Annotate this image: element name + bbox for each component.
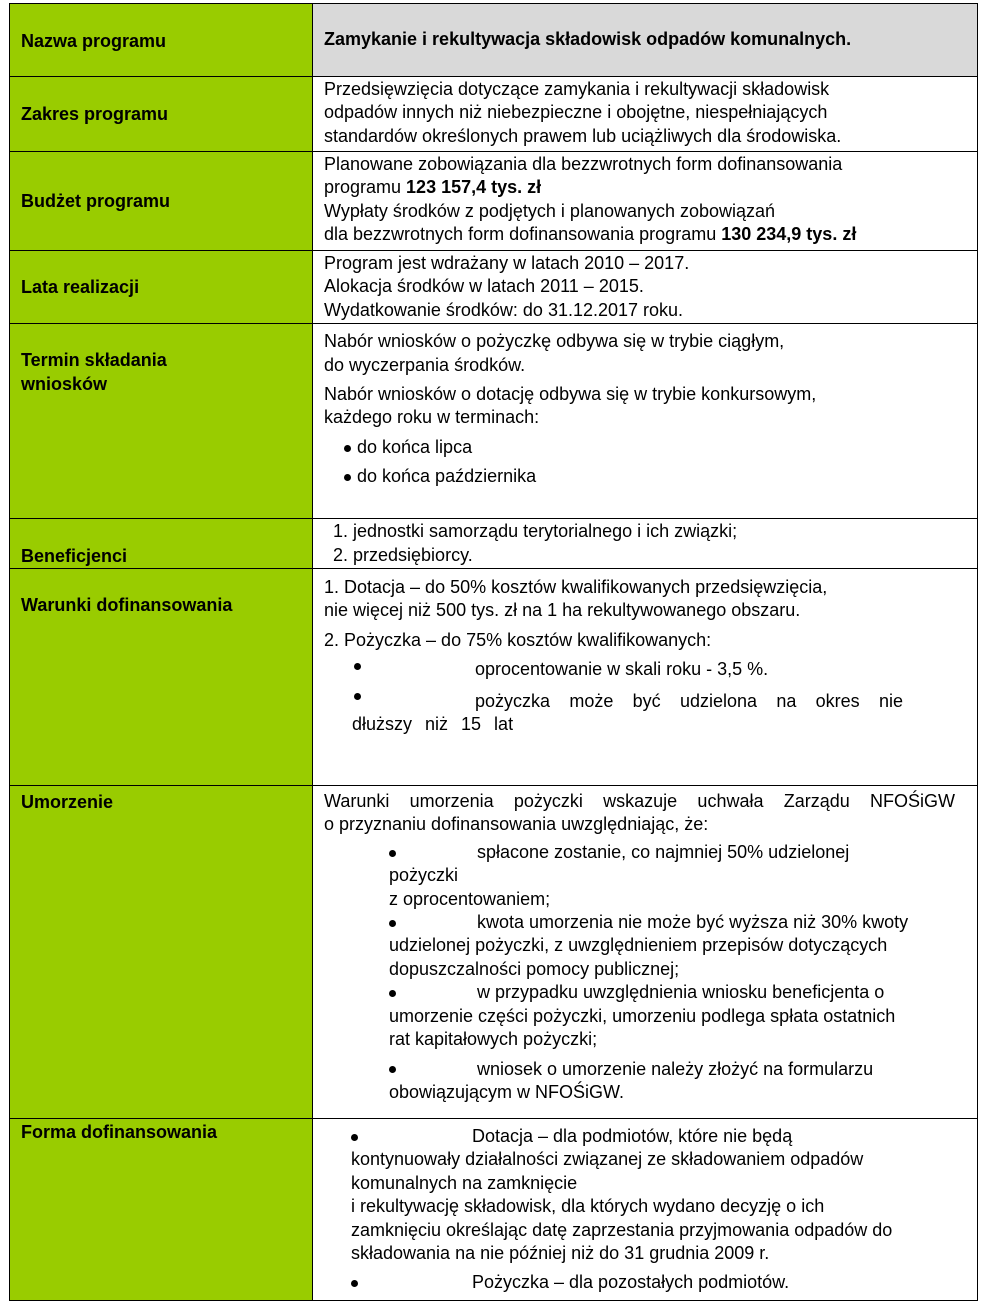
value-form <box>313 1119 978 1301</box>
label-form: Forma dofinansowania <box>10 1119 313 1301</box>
bullet-icon <box>351 1280 358 1287</box>
label-program-name: Nazwa programu <box>10 4 313 77</box>
beneficiary-item: 2. przedsiębiorcy. <box>333 544 473 565</box>
remission-bullet-text: umorzenie części pożyczki, umorzeniu podlega spłata ostatnich <box>389 1005 896 1026</box>
value-remission <box>313 786 978 1119</box>
beneficiary-item: 1. jednostki samorządu terytorialnego i ich związki; <box>333 521 738 542</box>
budget-line <box>324 223 973 246</box>
scope-line: odpadów innych niż niebezpieczne i obojętne, niespełniających <box>324 102 828 123</box>
budget-amount-planned: 123 157,4 tys. zł <box>406 177 542 198</box>
label-years: Lata realizacji <box>10 251 313 324</box>
years-line: Alokacja środków w latach 2011 – 2015. <box>324 276 644 297</box>
remission-bullet-text: obowiązującym w NFOŚiGW. <box>389 1081 625 1102</box>
remission-bullet <box>324 841 973 1104</box>
deadline-bullet-text: do końca października <box>357 466 537 487</box>
budget-line <box>324 176 973 199</box>
form-bullet-text: komunalnych na zamknięcie <box>351 1172 578 1193</box>
conditions-bullet <box>324 690 973 737</box>
remission-bullet-text: kwota umorzenia nie może być wyższa niż 30% kwoty <box>477 912 909 933</box>
remission-bullet-text: udzielonej pożyczki, z uwzględnieniem przepisów dotyczących <box>389 935 888 956</box>
form-bullet-text: kontynuowały działalności związanej ze składowaniem odpadów <box>351 1149 864 1170</box>
conditions-line: 1. Dotacja – do 50% kosztów kwalifikowanych przedsięwzięcia, <box>324 577 828 598</box>
label-deadline <box>10 324 313 519</box>
bullet-icon <box>389 990 396 997</box>
deadline-line: Nabór wniosków o dotację odbywa się w trybie konkursowym, <box>324 384 817 405</box>
value-years <box>313 251 978 324</box>
years-line: Wydatkowanie środków: do 31.12.2017 roku. <box>324 299 684 320</box>
row-program-scope <box>10 77 978 152</box>
remission-bullet-text: wniosek o umorzenie należy złożyć na formularzu <box>477 1058 874 1079</box>
conditions-line: 2. Pożyczka – do 75% kosztów kwalifikowanych: <box>324 629 712 650</box>
conditions-bullet-text: pożyczka może być udzielona na okres nie <box>475 690 903 711</box>
scope-line: Przedsięwzięcia dotyczące zamykania i rekultywacji składowisk <box>324 79 830 99</box>
bullet-icon <box>344 474 351 481</box>
bullet-icon <box>354 693 361 700</box>
label-deadline-line: wniosków <box>21 374 108 395</box>
bullet-icon <box>351 1134 358 1141</box>
label-deadline-line: Termin składania <box>21 350 167 371</box>
conditions-line: nie więcej niż 500 tys. zł na 1 ha rekultywowanego obszaru. <box>324 600 801 621</box>
row-conditions <box>10 569 978 786</box>
remission-bullet-text: w przypadku uwzględnienia wniosku beneficjenta o <box>477 982 885 1003</box>
conditions-bullet-text: dłuższy niż 15 lat <box>352 714 514 735</box>
deadline-line: każdego roku w terminach: <box>324 407 540 428</box>
deadline-line: Nabór wniosków o pożyczkę odbywa się w trybie ciągłym, <box>324 331 785 352</box>
label-program-budget: Budżet programu <box>10 152 313 251</box>
deadline-bullet <box>324 465 973 488</box>
remission-line: o przyznaniu dofinansowania uwzględniając, że: <box>324 814 709 835</box>
remission-bullet-text: z oprocentowaniem; <box>389 888 551 909</box>
budget-line: Wypłaty środków z podjętych i planowanych zobowiązań <box>324 200 776 221</box>
value-program-name: Zamykanie i rekultywacja składowisk odpadów komunalnych. <box>313 4 978 77</box>
form-bullet-text: i rekultywację składowisk, dla których wydano decyzję o ich <box>351 1196 825 1217</box>
label-remission: Umorzenie <box>10 786 313 1119</box>
row-deadline <box>10 324 978 519</box>
row-program-budget <box>10 152 978 251</box>
row-program-name <box>10 4 978 77</box>
bullet-icon <box>389 920 396 927</box>
remission-bullet-text: dopuszczalności pomocy publicznej; <box>389 958 680 979</box>
remission-line: Warunki umorzenia pożyczki wskazuje uchwała Zarządu NFOŚiGW <box>324 791 955 812</box>
budget-text: programu <box>324 177 407 198</box>
form-bullet-text: zamknięciu określając datę zaprzestania przyjmowania odpadów do <box>351 1219 893 1240</box>
form-bullet-text: składowania na nie później niż do 31 grudnia 2009 r. <box>351 1243 770 1264</box>
conditions-bullet-text: oprocentowanie w skali roku - 3,5 %. <box>475 659 769 680</box>
years-line: Program jest wdrażany w latach 2010 – 2017. <box>324 253 690 273</box>
row-years <box>10 251 978 324</box>
scope-line: standardów określonych prawem lub uciążliwych dla środowiska. <box>324 125 842 146</box>
value-program-budget <box>313 152 978 251</box>
budget-amount-payout: 130 234,9 tys. zł <box>721 224 857 245</box>
budget-text: dla bezzwrotnych form dofinansowania programu <box>324 224 722 245</box>
remission-bullet-text: rat kapitałowych pożyczki; <box>389 1029 598 1050</box>
form-bullet-text: Pożyczka – dla pozostałych podmiotów. <box>472 1272 790 1293</box>
label-program-scope: Zakres programu <box>10 77 313 152</box>
deadline-line: do wyczerpania środków. <box>324 354 526 375</box>
deadline-bullet <box>324 436 973 459</box>
bullet-icon <box>389 1066 396 1073</box>
remission-bullet-text: pożyczki <box>389 865 459 886</box>
program-table <box>9 3 978 1301</box>
row-form <box>10 1119 978 1301</box>
remission-bullet-text: spłacone zostanie, co najmniej 50% udzielonej <box>477 841 850 862</box>
value-deadline <box>313 324 978 519</box>
form-bullet-text: Dotacja – dla podmiotów, które nie będą <box>472 1126 793 1147</box>
row-beneficiaries <box>10 519 978 569</box>
row-remission <box>10 786 978 1119</box>
value-conditions <box>313 569 978 786</box>
budget-line: Planowane zobowiązania dla bezzwrotnych form dofinansowania <box>324 154 843 174</box>
conditions-bullet <box>324 658 973 681</box>
value-beneficiaries <box>313 519 978 569</box>
value-program-scope <box>313 77 978 152</box>
bullet-icon <box>389 850 396 857</box>
bullet-icon <box>344 445 351 452</box>
label-beneficiaries: Beneficjenci <box>10 519 313 569</box>
deadline-bullet-text: do końca lipca <box>357 436 473 457</box>
label-conditions: Warunki dofinansowania <box>10 569 313 786</box>
